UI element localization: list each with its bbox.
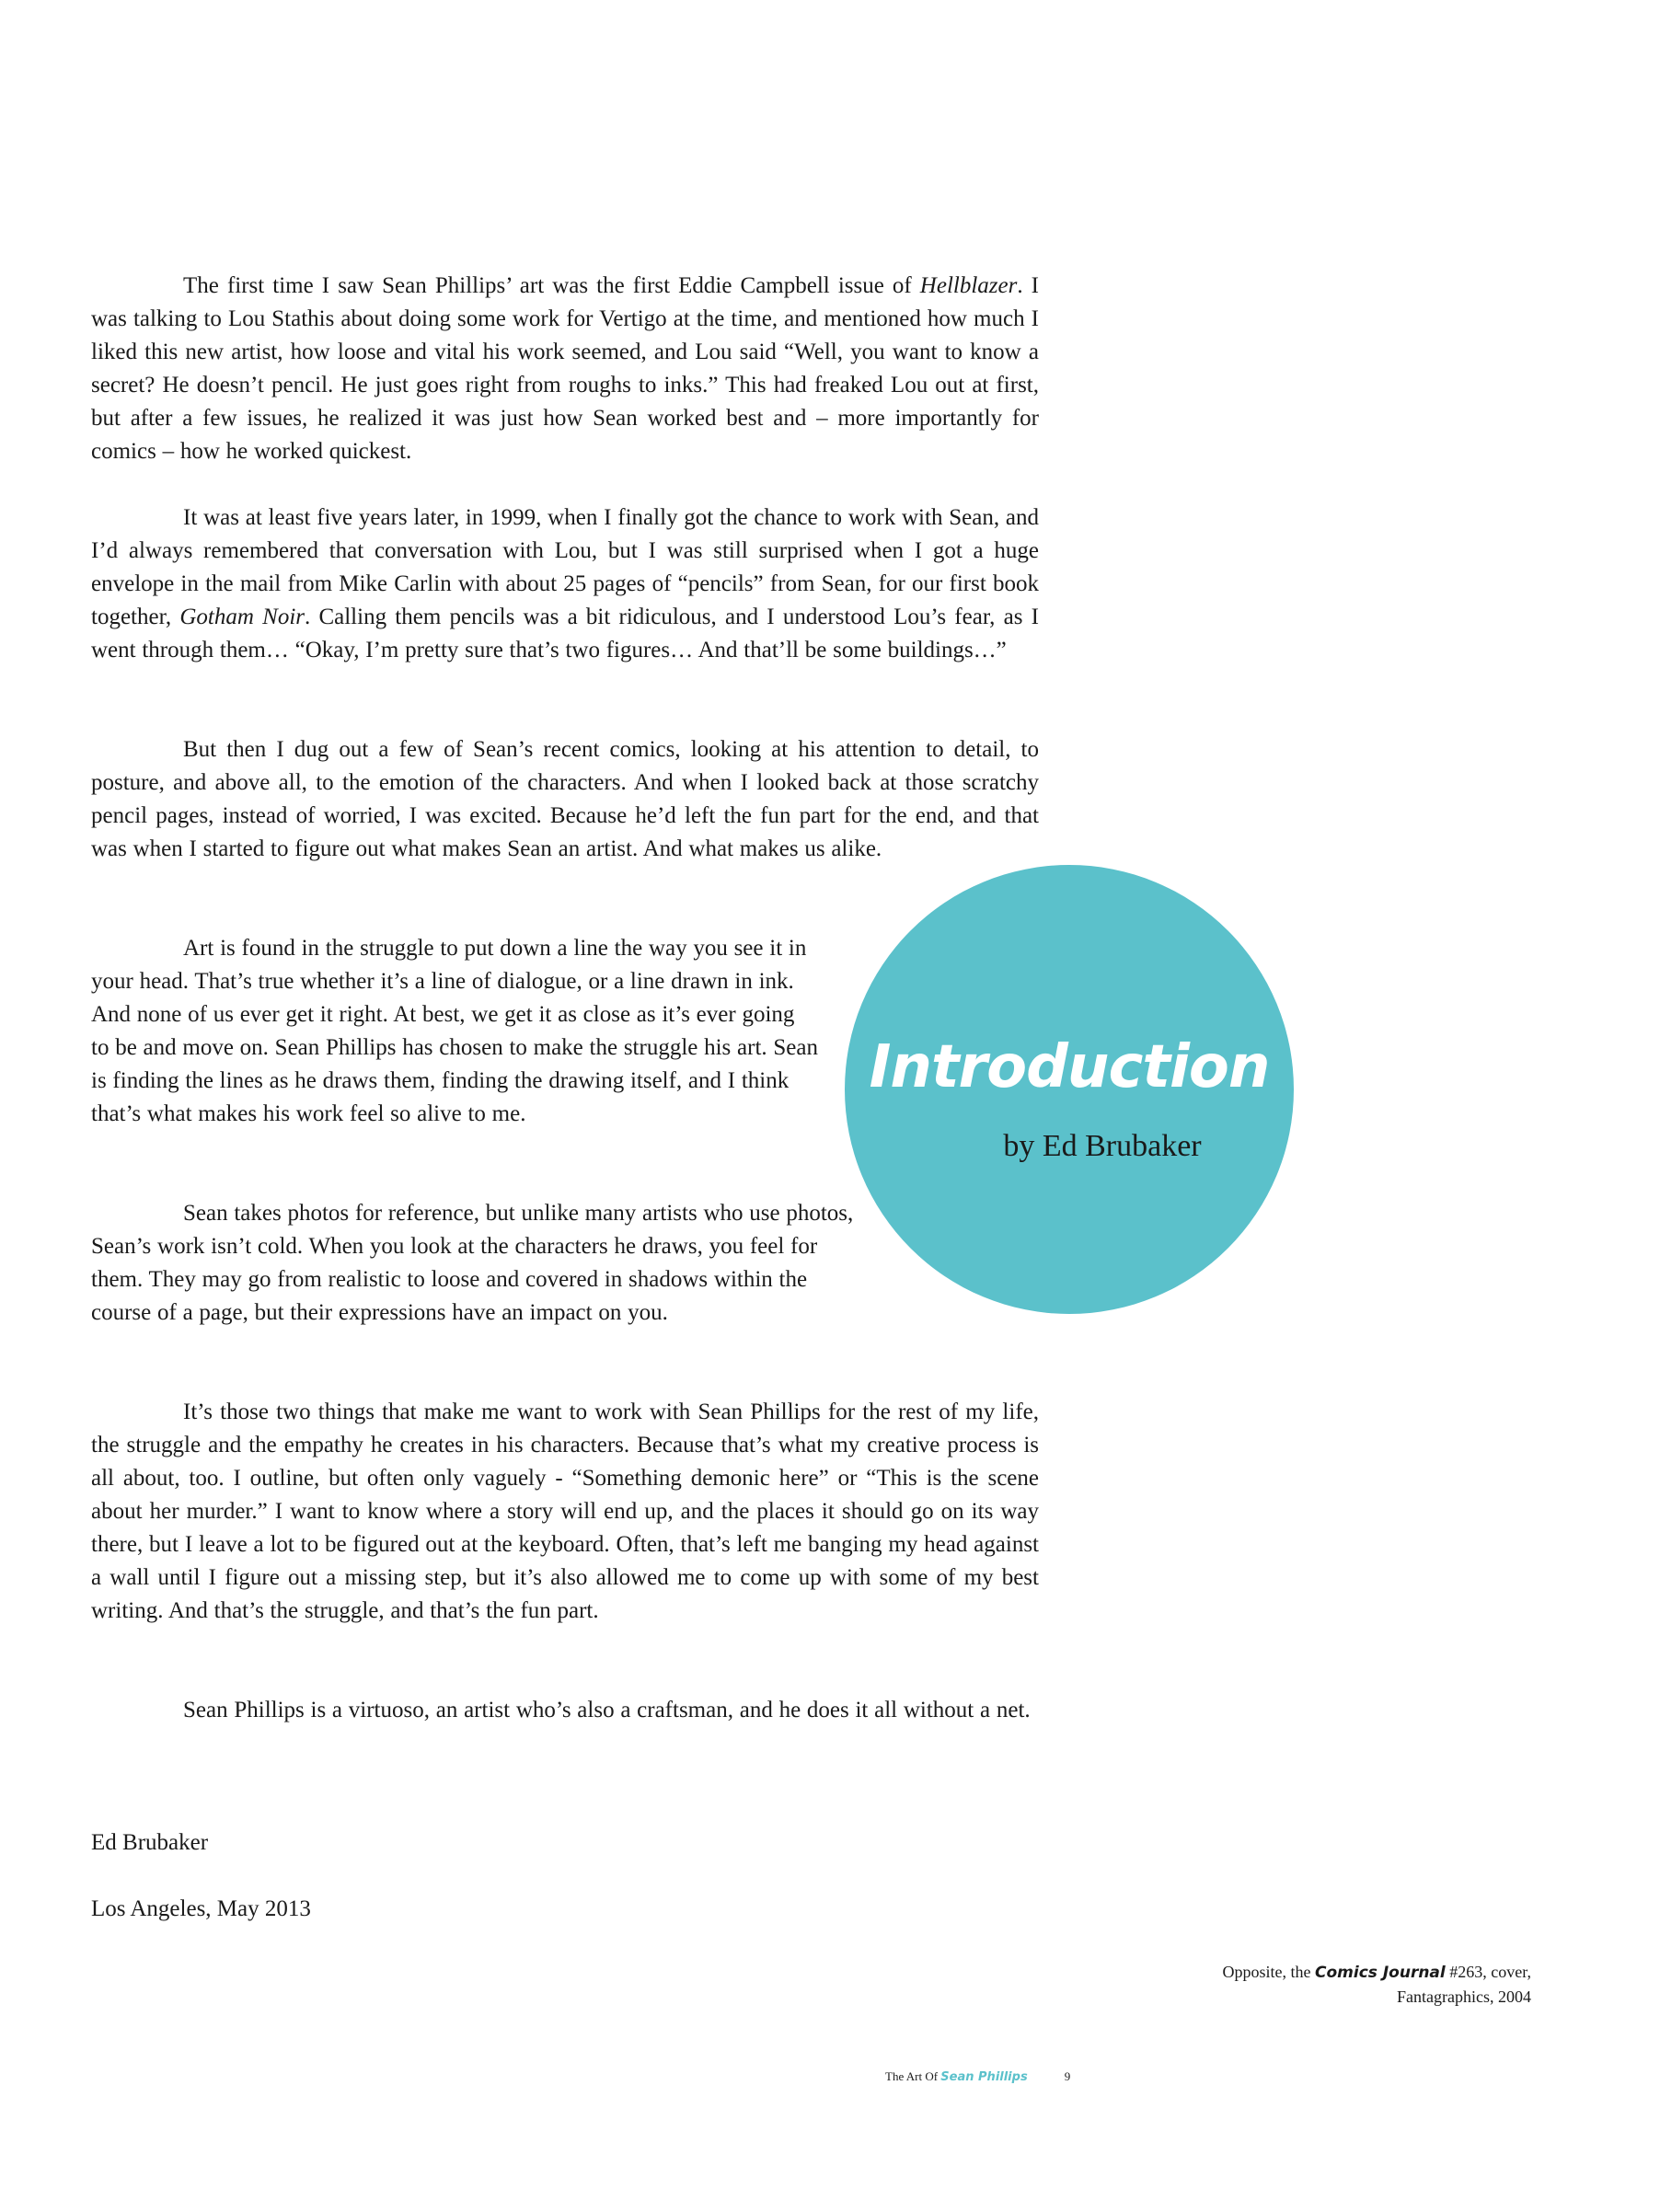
page-footer [885, 2068, 1070, 2086]
paragraph-1-text-a: The first time I saw Sean Phillips’ art was the first Eddie Campbell issue of [183, 273, 920, 298]
paragraph-2-text-a: It was at least five years later, in 1999, when I finally got the chance to work with Sean, and I’d always remembered that conversation with Lou, but I was still surprised when I got a huge envelope in the mail from Mike Carlin with about 25 pages of “pencils” from Sean, for our first book together, [91, 505, 1039, 629]
footer-book-name: Sean Phillips [940, 2070, 1028, 2084]
paragraph-4: Art is found in the struggle to put down a line the way you see it in your head. That’s true whether it’s a line of dialogue, or a line drawn in ink. And none of us ever get it right. At best, we get it as close as it’s ever going to be and move on. Sean Phillips has chosen to make the struggle his art. Sean is finding the lines as he draws them, finding the drawing itself, and I think that’s what makes his work feel so alive to me. [91, 936, 818, 1126]
signature-name: Ed Brubaker [91, 1830, 209, 1855]
paragraph-7: Sean Phillips is a virtuoso, an artist who’s also a craftsman, and he does it all without a net. [183, 1698, 1031, 1722]
paragraph-2-text-b: . Calling them pencils was a bit ridiculous, and I understood Lou’s fear, as I went through them… “Okay, I’m pretty sure that’s two figures… And that’ll be some buildings…” [91, 605, 1039, 662]
paragraph-2 [91, 501, 1039, 667]
caption-prefix: Opposite, the [1222, 1963, 1316, 1981]
image-caption [1053, 1960, 1531, 2009]
introduction-circle [845, 865, 1294, 1314]
paragraph-1 [91, 270, 1039, 468]
paragraph-3: But then I dug out a few of Sean’s recent comics, looking at his attention to detail, to posture, and above all, to the emotion of the characters. And when I looked back at those scratchy pencil pages, instead of worried, I was excited. Because he’d left the fun part for the end, and that was when I started to figure out what makes Sean an artist. And what makes us alike. [91, 737, 1039, 861]
caption-magazine: Comics Journal [1315, 1964, 1446, 1982]
footer-book-prefix: The Art Of [885, 2069, 941, 2083]
caption-line-1 [1053, 1960, 1531, 1985]
signature-place-date: Los Angeles, May 2013 [91, 1896, 311, 1921]
paragraph-6: It’s those two things that make me want to work with Sean Phillips for the rest of my life, the struggle and the empathy he creates in his characters. Because that’s what my creative process is all about, too. I outline, but often only vaguely - “Something demonic here” or “This is the scene about her murder.” I want to know where a story will end up, and the places it should go on its way there, but I leave a lot to be figured out at the keyboard. Often, that’s left me banging my head against a wall until I figure out a missing step, but it’s also allowed me to come up with some of my best writing. And that’s the struggle, and that’s the fun part. [91, 1400, 1039, 1623]
introduction-byline: by Ed Brubaker [1003, 1129, 1202, 1163]
paragraph-5: Sean takes photos for reference, but unlike many artists who use photos, Sean’s work isn’t cold. When you look at the characters he draws, you feel for them. They may go from realistic to loose and covered in shadows within the course of a page, but their expressions have an impact on you. [91, 1201, 854, 1325]
caption-suffix: #263, cover, [1445, 1963, 1531, 1981]
introduction-title: Introduction [869, 1033, 1270, 1101]
paragraph-2-title-gotham-noir: Gotham Noir [179, 605, 305, 629]
paragraph-1-title-hellblazer: Hellblazer [919, 273, 1018, 298]
paragraph-1-text-b: . I was talking to Lou Stathis about doing some work for Vertigo at the time, and mentioned how much I liked this new artist, how loose and vital his work seemed, and Lou said “Well, you want to know a secret? He doesn’t pencil. He just goes right from roughs to inks.” This had freaked Lou out at first, but after a few issues, he realized it was just how Sean worked best and – more importantly for comics – how he worked quickest. [91, 273, 1039, 464]
page-number: 9 [1064, 2069, 1071, 2083]
caption-line-2: Fantagraphics, 2004 [1397, 1987, 1531, 2006]
